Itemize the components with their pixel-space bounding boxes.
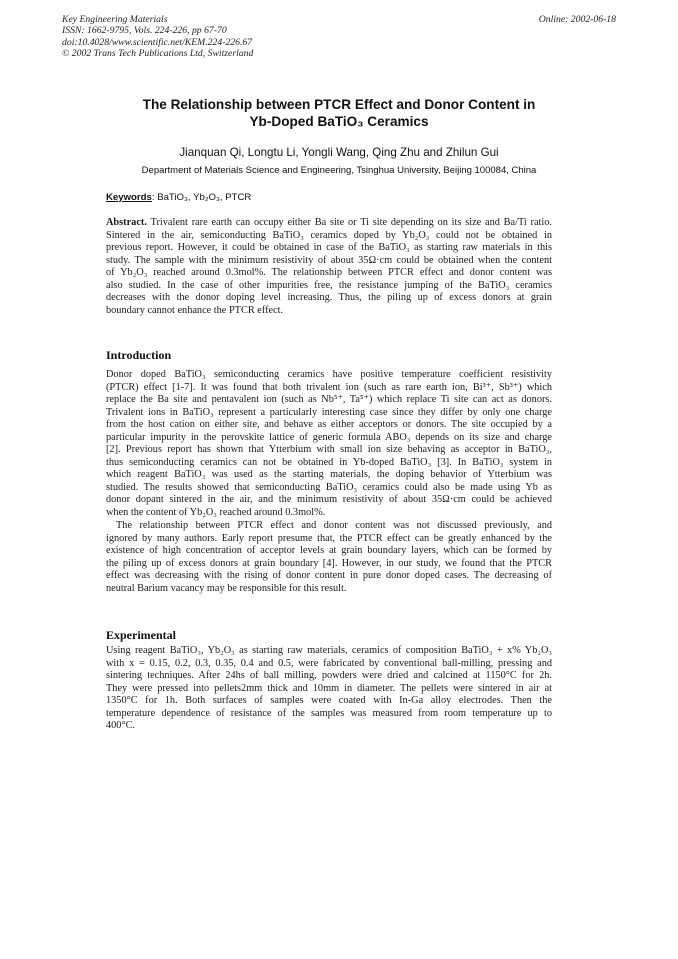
experimental-heading: Experimental <box>106 628 176 642</box>
abstract-line: Sintered in the air, semiconducting BaTiO₃ ceramics doped by Yb₂O₃ could not be obtained in <box>106 229 552 241</box>
text-line: which reagent BaTiO₃ was used as the starting materials, the doping behavior of Ytterbium was <box>106 469 552 481</box>
abstract-line: of Yb₂O₃ reached around 0.3mol%. The relationship between PTCR effect and donor content was <box>106 267 552 279</box>
abstract-line: also studied. In the case of other impurities free, the resistance jumping of the BaTiO₃ ceramics <box>106 279 552 291</box>
abstract-label: Abstract. <box>106 217 147 228</box>
text-line: studied. The results showed that semiconducting BaTiO₃ ceramics could also be made using Yb as <box>106 481 552 493</box>
text-line: when the content of Yb₂O₃ reached around 0.3mol%. <box>106 507 326 519</box>
text-line: neutral Barium vacancy may be responsible for this result. <box>106 582 347 594</box>
text-line: replace the Ba site and pentavalent ion (such as Nb⁵⁺, Ta⁵⁺) which replace Ti site can act as donors. <box>106 394 552 406</box>
paper-title-line-2: Yb-Doped BaTiO₃ Ceramics <box>249 114 429 129</box>
author-list: Jianquan Qi, Longtu Li, Yongli Wang, Qing Zhu and Zhilun Gui <box>179 146 499 159</box>
keywords-text: : BaTiO₃, Yb₂O₃, PTCR <box>151 192 252 203</box>
text-line: with x = 0.15, 0.2, 0.3, 0.35, 0.4 and 0.5, were fabricated by conventional ball-milling, pressing and <box>106 657 552 669</box>
experimental-paragraph <box>106 645 552 733</box>
introduction-heading: Introduction <box>106 348 172 362</box>
text-line: Donor doped BaTiO₃ semiconducting ceramics have positive temperature coefficient resistivity <box>106 369 552 380</box>
abstract-line: boundary cannot enhance the PTCR effect. <box>106 304 284 316</box>
abstract-line: decreases with the donor doping level increasing. Thus, the piling up of excess donors at grain <box>106 292 552 304</box>
copyright-line: © 2002 Trans Tech Publications Ltd, Switzerland <box>62 48 254 60</box>
paper-title-line-1: The Relationship between PTCR Effect and Donor Content in <box>142 97 536 112</box>
text-line: thus semiconducting ceramics can not be obtained in Yb-doped BaTiO₃ [3]. In BaTiO₃ system in <box>106 456 552 468</box>
keywords <box>106 192 251 203</box>
journal-header <box>62 14 362 60</box>
journal-name: Key Engineering Materials <box>62 14 168 25</box>
text-line: Using reagent BaTiO₃, Yb₂O₃ as starting raw materials, ceramics of composition BaTiO₃ + x% Yb₂O₃ <box>106 645 552 656</box>
abstract-line-text: Trivalent rare earth can occupy either Ba site or Ti site depending on its size and Ba/Ti ratio. <box>146 217 552 228</box>
keywords-label: Keywords <box>106 192 152 203</box>
text-line: Trivalent ions in BaTiO₃ represent a particularly interesting case since they differ by only one charge <box>106 406 552 418</box>
text-line: from the host cation on either site, and behave as either acceptors or donors. The site occupied by a <box>106 419 552 431</box>
abstract-line <box>106 217 552 230</box>
text-line: sintering techniques. After 24hs of ball milling, powders were dried and calcined at 1150°C for 2h. <box>106 670 552 682</box>
introduction-paragraph-1 <box>106 369 552 520</box>
text-line: the piling up of excess donors at grain boundary [4]. However, in our study, we found that the PTCR <box>106 557 552 569</box>
introduction-paragraph-2 <box>106 520 552 595</box>
abstract <box>106 217 552 317</box>
text-line: They were pressed into pellets2mm thick and 10mm in diameter. The pellets were sintered in air at <box>106 682 552 694</box>
text-line: temperature dependence of resistance of the samples was measured from room temperature up to <box>106 707 552 719</box>
text-line: 1350°C for 1h. Both surfaces of samples were coated with In-Ga alloy electrodes. Then the <box>106 695 552 707</box>
text-line: [2]. Previous report has shown that Ytterbium with small ion size behaving as acceptor in BaTiO₃, <box>106 444 552 456</box>
online-date: Online: 2002-06-18 <box>538 14 616 25</box>
text-line: 400°C. <box>106 720 136 732</box>
text-line: ignored by many authors. Early report presume that, the PTCR effect can be greatly enhanced by the <box>106 532 552 544</box>
issn-line: ISSN: 1662-9795, Vols. 224-226, pp 67-70 <box>62 25 227 37</box>
text-line: donor dopant sintered in the air, and the minimum resistivity of about 35Ω·cm could be achieved <box>106 494 552 506</box>
abstract-line: previous report. However, it could be obtained in case of the BaTiO₃ as starting raw materials in this <box>106 242 552 254</box>
text-line: particular impurity in the perovskite lattice of generic formula ABO₃ depends on its size and charge <box>106 431 552 443</box>
text-line: existence of high concentration of acceptor levels at grain boundary layers, which can be formed by <box>106 545 552 557</box>
doi-line: doi:10.4028/www.scientific.net/KEM.224-226.67 <box>62 36 253 48</box>
affiliation: Department of Materials Science and Engineering, Tsinghua University, Beijing 100084, China <box>141 165 537 176</box>
text-line: (PTCR) effect [1-7]. It was found that both trivalent ion (such as rare earth ion, Bi³⁺, Sb³⁺) which <box>106 381 552 393</box>
abstract-line: study. The sample with the minimum resistivity of about 35Ω·cm could be obtained when the content <box>106 254 552 266</box>
text-line: effect was decreasing with the rising of donor content in pure donor doped cases. The decreasing of <box>106 570 552 582</box>
text-line: The relationship between PTCR effect and donor content was not discussed previously, and <box>116 520 552 531</box>
